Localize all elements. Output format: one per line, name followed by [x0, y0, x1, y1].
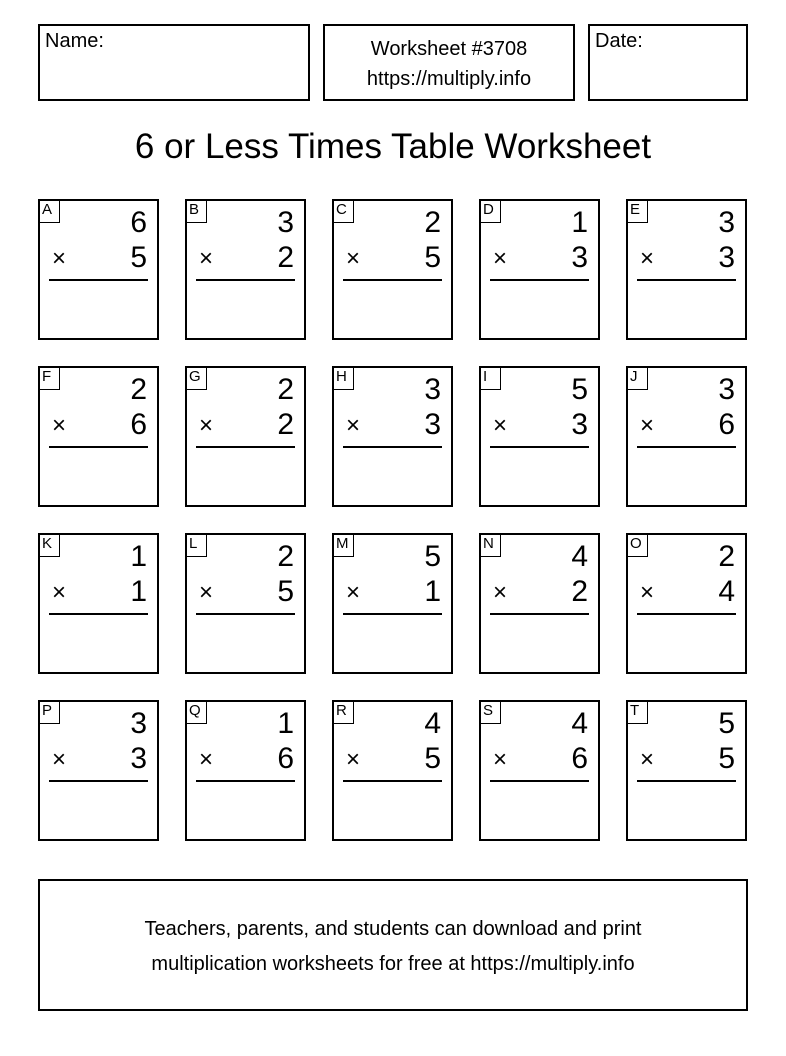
problem-top-number: 2	[277, 540, 294, 573]
answer-line	[49, 780, 148, 782]
problem-bottom-number: 6	[571, 742, 588, 775]
problem-bottom-number: 2	[277, 408, 294, 441]
problem-bottom-number: 6	[718, 408, 735, 441]
answer-line	[49, 446, 148, 448]
problem-bottom-number: 3	[718, 241, 735, 274]
problem-letter: O	[626, 533, 648, 557]
answer-line	[490, 613, 589, 615]
problem-letter: Q	[185, 700, 207, 724]
name-label: Name:	[45, 30, 104, 52]
answer-line	[343, 279, 442, 281]
problem-bottom-number: 2	[277, 241, 294, 274]
problem-top-number: 5	[571, 373, 588, 406]
problem-bottom-number: 1	[130, 575, 147, 608]
problem-top-number: 1	[571, 206, 588, 239]
answer-line	[196, 613, 295, 615]
multiply-sign-icon: ×	[346, 245, 361, 272]
problem-card[interactable]	[38, 533, 159, 674]
problem-bottom-number: 3	[130, 742, 147, 775]
multiply-sign-icon: ×	[346, 746, 361, 773]
problem-bottom-number: 4	[718, 575, 735, 608]
problem-letter: A	[38, 199, 60, 223]
multiply-sign-icon: ×	[640, 746, 655, 773]
multiply-sign-icon: ×	[346, 412, 361, 439]
problem-top-number: 6	[130, 206, 147, 239]
problem-top-number: 2	[718, 540, 735, 573]
answer-line	[490, 279, 589, 281]
problem-bottom-number: 5	[718, 742, 735, 775]
site-url: https://multiply.info	[366, 68, 532, 90]
multiply-sign-icon: ×	[640, 412, 655, 439]
problem-card[interactable]	[332, 366, 453, 507]
page-title: 6 or Less Times Table Worksheet	[134, 127, 652, 166]
problem-letter: E	[626, 199, 648, 223]
problem-card[interactable]	[332, 199, 453, 340]
problem-bottom-number: 3	[571, 241, 588, 274]
worksheet-number: Worksheet #3708	[370, 38, 528, 60]
problem-top-number: 4	[424, 707, 441, 740]
problem-bottom-number: 6	[130, 408, 147, 441]
problem-card[interactable]	[479, 700, 600, 841]
problem-top-number: 3	[718, 206, 735, 239]
problem-bottom-number: 2	[571, 575, 588, 608]
multiply-sign-icon: ×	[199, 245, 214, 272]
multiply-sign-icon: ×	[346, 579, 361, 606]
problem-card[interactable]	[38, 700, 159, 841]
problem-card[interactable]	[38, 366, 159, 507]
problem-bottom-number: 5	[130, 241, 147, 274]
answer-line	[490, 780, 589, 782]
problem-card[interactable]	[332, 533, 453, 674]
problem-letter: R	[332, 700, 354, 724]
problem-top-number: 3	[130, 707, 147, 740]
multiply-sign-icon: ×	[199, 579, 214, 606]
problem-card[interactable]	[185, 199, 306, 340]
problem-letter: F	[38, 366, 60, 390]
multiply-sign-icon: ×	[52, 579, 67, 606]
answer-line	[637, 780, 736, 782]
answer-line	[343, 613, 442, 615]
multiply-sign-icon: ×	[52, 412, 67, 439]
problem-top-number: 4	[571, 540, 588, 573]
answer-line	[196, 446, 295, 448]
problem-card[interactable]	[185, 366, 306, 507]
problem-top-number: 2	[277, 373, 294, 406]
problem-letter: G	[185, 366, 207, 390]
problem-card[interactable]	[626, 199, 747, 340]
problem-card[interactable]	[626, 533, 747, 674]
problem-top-number: 3	[277, 206, 294, 239]
problem-bottom-number: 6	[277, 742, 294, 775]
problem-letter: J	[626, 366, 648, 390]
problem-card[interactable]	[479, 199, 600, 340]
answer-line	[49, 279, 148, 281]
problem-letter: T	[626, 700, 648, 724]
problem-letter: I	[479, 366, 501, 390]
problem-card[interactable]	[185, 700, 306, 841]
problem-top-number: 2	[424, 206, 441, 239]
worksheet-info-box	[323, 24, 575, 101]
problem-letter: S	[479, 700, 501, 724]
problem-top-number: 2	[130, 373, 147, 406]
problem-top-number: 5	[424, 540, 441, 573]
answer-line	[343, 780, 442, 782]
problem-letter: P	[38, 700, 60, 724]
problem-top-number: 4	[571, 707, 588, 740]
footer-box	[38, 879, 748, 1011]
multiply-sign-icon: ×	[493, 746, 508, 773]
problem-card[interactable]	[479, 366, 600, 507]
problem-letter: K	[38, 533, 60, 557]
multiply-sign-icon: ×	[52, 245, 67, 272]
problem-bottom-number: 5	[424, 742, 441, 775]
problem-letter: M	[332, 533, 354, 557]
problem-bottom-number: 3	[424, 408, 441, 441]
problem-top-number: 3	[424, 373, 441, 406]
multiply-sign-icon: ×	[199, 746, 214, 773]
problem-card[interactable]	[185, 533, 306, 674]
problem-bottom-number: 5	[277, 575, 294, 608]
date-label: Date:	[595, 30, 643, 52]
problem-card[interactable]	[332, 700, 453, 841]
answer-line	[637, 613, 736, 615]
answer-line	[637, 279, 736, 281]
problem-card[interactable]	[38, 199, 159, 340]
problem-top-number: 5	[718, 707, 735, 740]
problem-card[interactable]	[626, 366, 747, 507]
answer-line	[49, 613, 148, 615]
problem-letter: H	[332, 366, 354, 390]
problem-letter: B	[185, 199, 207, 223]
answer-line	[637, 446, 736, 448]
answer-line	[490, 446, 589, 448]
problem-card[interactable]	[626, 700, 747, 841]
date-box[interactable]	[588, 24, 748, 101]
multiply-sign-icon: ×	[52, 746, 67, 773]
answer-line	[343, 446, 442, 448]
problem-top-number: 1	[277, 707, 294, 740]
problem-letter: D	[479, 199, 501, 223]
multiply-sign-icon: ×	[493, 579, 508, 606]
problem-bottom-number: 1	[424, 575, 441, 608]
problem-letter: N	[479, 533, 501, 557]
name-box[interactable]	[38, 24, 310, 101]
problem-top-number: 1	[130, 540, 147, 573]
answer-line	[196, 780, 295, 782]
multiply-sign-icon: ×	[493, 412, 508, 439]
problem-letter: L	[185, 533, 207, 557]
problem-top-number: 3	[718, 373, 735, 406]
footer-line-1: Teachers, parents, and students can download and print	[144, 918, 642, 940]
multiply-sign-icon: ×	[640, 579, 655, 606]
multiply-sign-icon: ×	[640, 245, 655, 272]
problem-card[interactable]	[479, 533, 600, 674]
answer-line	[196, 279, 295, 281]
problem-bottom-number: 5	[424, 241, 441, 274]
problem-bottom-number: 3	[571, 408, 588, 441]
multiply-sign-icon: ×	[199, 412, 214, 439]
problem-letter: C	[332, 199, 354, 223]
footer-line-2: multiplication worksheets for free at https://multiply.info	[151, 953, 635, 975]
multiply-sign-icon: ×	[493, 245, 508, 272]
